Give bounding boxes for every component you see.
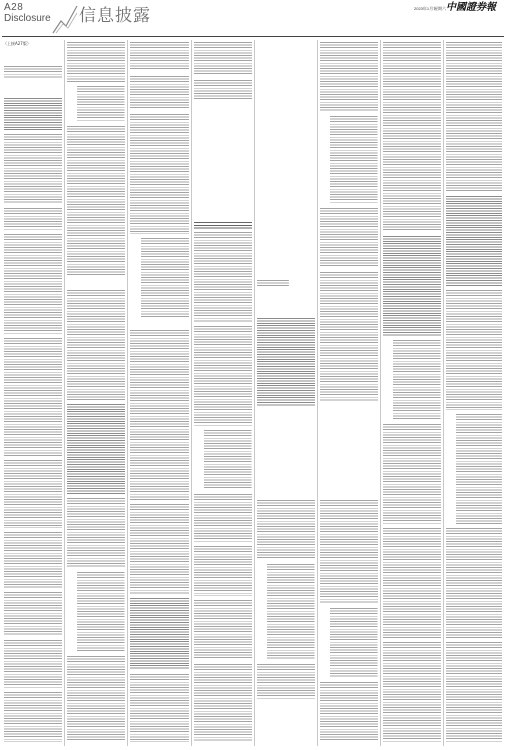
header-divider (2, 36, 504, 37)
article-paragraph (194, 494, 252, 542)
article-paragraph (4, 640, 62, 688)
article-paragraph (320, 42, 378, 112)
article-paragraph (320, 272, 378, 402)
article-paragraph (4, 532, 62, 588)
article-paragraph (130, 42, 189, 70)
article-paragraph (383, 528, 441, 638)
article-paragraph (67, 572, 125, 652)
article-paragraph (130, 76, 189, 110)
article-paragraph (67, 404, 125, 494)
column-divider (254, 40, 255, 746)
article-paragraph (130, 674, 189, 742)
article-paragraph (383, 42, 441, 232)
article-paragraph (130, 330, 189, 500)
column-divider (191, 40, 192, 746)
article-paragraph (194, 546, 252, 596)
article-paragraph (383, 340, 441, 420)
article-paragraph (4, 66, 62, 78)
article-paragraph (446, 642, 502, 742)
article-paragraph (4, 338, 62, 456)
column-divider (127, 40, 128, 746)
article-heading (194, 222, 252, 230)
column-divider (443, 40, 444, 746)
article-paragraph (4, 208, 62, 230)
article-paragraph (257, 280, 315, 288)
article-paragraph (320, 116, 378, 204)
issue-weekday: 星期六 (434, 6, 446, 11)
article-paragraph (446, 290, 502, 410)
article-paragraph (4, 234, 62, 334)
article-paragraph (257, 500, 315, 560)
article-paragraph (194, 664, 252, 742)
section-name-chinese: 信息披露 (79, 6, 151, 26)
article-paragraph (446, 42, 502, 192)
article-paragraph (320, 500, 378, 604)
article-paragraph (446, 196, 502, 286)
article-paragraph (130, 114, 189, 234)
continued-from-label: （上接A27版） (3, 41, 31, 46)
article-paragraph (383, 642, 441, 742)
article-paragraph (4, 98, 62, 130)
column-divider (317, 40, 318, 746)
article-paragraph (383, 236, 441, 336)
article-paragraph (320, 682, 378, 742)
article-paragraph (320, 208, 378, 268)
column-divider (64, 40, 65, 746)
article-paragraph (67, 42, 125, 82)
article-paragraph (4, 134, 62, 204)
article-paragraph (194, 232, 252, 322)
page-number: A28 (4, 2, 24, 13)
article-paragraph (446, 528, 502, 638)
article-paragraph (257, 318, 315, 406)
article-paragraph (446, 414, 502, 524)
article-paragraph (257, 564, 315, 660)
page-header (0, 0, 506, 36)
issue-date: 2023年1月7 (414, 6, 436, 11)
article-paragraph (257, 664, 315, 700)
article-paragraph (194, 430, 252, 490)
decorative-chart-lines-icon (52, 4, 78, 34)
article-paragraph (4, 460, 62, 528)
article-paragraph (4, 692, 62, 742)
column-divider (380, 40, 381, 746)
article-paragraph (194, 80, 252, 100)
article-paragraph (194, 600, 252, 660)
article-paragraph (194, 42, 252, 76)
article-paragraph (4, 592, 62, 636)
article-paragraph (130, 504, 189, 594)
article-paragraph (383, 424, 441, 524)
article-paragraph (67, 126, 125, 276)
article-paragraph (67, 86, 125, 122)
newspaper-masthead-logo: 中國證券報 (446, 2, 496, 13)
article-paragraph (320, 608, 378, 678)
article-paragraph (67, 290, 125, 400)
section-name-english: Disclosure (4, 13, 51, 24)
article-paragraph (194, 326, 252, 426)
article-paragraph (130, 238, 189, 318)
article-paragraph (67, 498, 125, 568)
article-paragraph (67, 656, 125, 742)
article-paragraph (130, 598, 189, 670)
